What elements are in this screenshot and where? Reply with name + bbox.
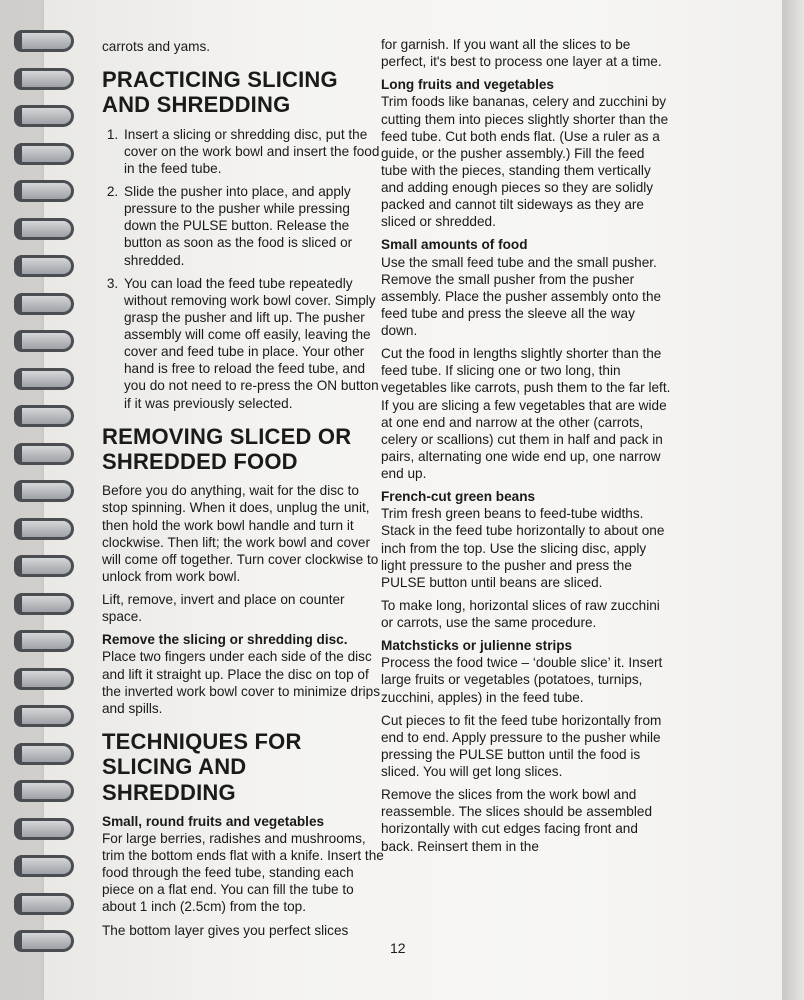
- binding-ring: [14, 893, 74, 915]
- step-item: 3. You can load the feed tube repeatedly without removing work bowl cover. Simply grasp the pusher and lift up. The pusher assembly will come off easily, leaving the cover and feed tube in place. Your other hand is free to reload the feed tube, and you do not need to re-press the ON button if it was previously selected.: [122, 275, 384, 412]
- paragraph: Trim fresh green beans to feed-tube widths. Stack in the feed tube horizontally to about one inch from the top. Use the slicing disc, apply light pressure to the pusher and press the PULSE button until beans are sliced.: [381, 506, 665, 590]
- binding-ring: [14, 668, 74, 690]
- paragraph: To make long, horizontal slices of raw zucchini or carrots, use the same procedure.: [381, 597, 660, 630]
- binding-ring: [14, 930, 74, 952]
- binding-ring: [14, 705, 74, 727]
- paragraph: Cut the food in lengths slightly shorter than the feed tube. If slicing one or two long, thin vegetables like carrots, push them to the far left. If you are slicing a few vegetables that are wide at one end and narrow at the other (carrots, celery or scallions) cut them in half and pack in pairs, alternating one wide end up, one narrow end up.: [381, 346, 671, 481]
- binding-ring: [14, 593, 74, 615]
- binding-ring: [14, 105, 74, 127]
- binding-ring: [14, 743, 74, 765]
- binding-ring: [14, 30, 74, 52]
- binding-ring: [14, 218, 74, 240]
- subheading-small-round: Small, round fruits and vegetables: [102, 813, 325, 829]
- subheading-french-cut: French-cut green beans: [381, 489, 536, 505]
- binding-ring: [14, 443, 74, 465]
- steps-list: [102, 126, 384, 412]
- paragraph: Remove the slices from the work bowl and reassemble. The slices should be assembled horizontally with cut edges facing front and back. Reinsert them in the: [381, 787, 653, 854]
- binding-ring: [14, 855, 74, 877]
- heading-removing: REMOVING SLICED OR SHREDDED FOOD: [102, 423, 352, 475]
- left-column: [102, 38, 384, 945]
- subheading-long: Long fruits and vegetables: [381, 77, 554, 93]
- binding-ring: [14, 780, 74, 802]
- spiral-binding: [0, 30, 80, 990]
- subheading-matchsticks: Matchsticks or julienne strips: [381, 638, 573, 654]
- binding-ring: [14, 518, 74, 540]
- continued-text: carrots and yams.: [102, 39, 211, 54]
- paragraph: for garnish. If you want all the slices to be perfect, it's best to process one layer at a time.: [381, 37, 662, 70]
- paragraph: For large berries, radishes and mushrooms, trim the bottom ends flat with a knife. Insert the food through the feed tube, standing each piece on a flat end. You can fill the tube to about 1 inch (2.5cm) from the top.: [102, 830, 384, 915]
- paragraph: Before you do anything, wait for the disc to stop spinning. When it does, unplug the unit, then hold the work bowl handle and turn it clockwise. Then lift; the work bowl and cover will come off together. Turn cover clockwise to unlock from work bowl.: [102, 483, 379, 584]
- binding-ring: [14, 405, 74, 427]
- subheading-remove-disc: Remove the slicing or shredding disc.: [102, 632, 348, 648]
- paragraph: Trim foods like bananas, celery and zucchini by cutting them into pieces slightly shorter than the feed tube. Cut both ends flat. (Use a ruler as a guide, or the pusher assembly.) Fill the feed tube with the pieces, standing them vertically and adding enough pieces so they are solidly packed and cannot tilt sideways as they are sliced or shredded.: [381, 94, 669, 230]
- binding-ring: [14, 818, 74, 840]
- page-number: 12: [390, 940, 406, 956]
- binding-ring: [14, 293, 74, 315]
- binding-ring: [14, 555, 74, 577]
- binding-ring: [14, 180, 74, 202]
- paragraph: Lift, remove, invert and place on counter space.: [102, 592, 345, 625]
- binding-ring: [14, 330, 74, 352]
- binding-ring: [14, 143, 74, 165]
- page-stack-edge: [782, 0, 804, 1000]
- heading-techniques: TECHNIQUES FOR SLICING AND SHREDDING: [102, 728, 302, 805]
- subheading-small-amounts: Small amounts of food: [381, 237, 528, 253]
- paragraph: The bottom layer gives you perfect slices: [102, 922, 349, 938]
- binding-ring: [14, 480, 74, 502]
- binding-ring: [14, 255, 74, 277]
- right-column: [381, 36, 673, 861]
- binding-ring: [14, 368, 74, 390]
- step-item: 2. Slide the pusher into place, and apply pressure to the pusher while pressing down the PULSE button. Release the button as soon as the food is sliced or shredded.: [122, 183, 384, 269]
- binding-ring: [14, 630, 74, 652]
- binding-ring: [14, 68, 74, 90]
- paragraph: Cut pieces to fit the feed tube horizontally from end to end. Apply pressure to the pusher while pressing the PULSE button until the food is sliced. You will get long slices.: [381, 712, 662, 779]
- paragraph: Process the food twice – ‘double slice’ it. Insert large fruits or vegetables (potatoes, turnips, zucchini, apples) in the feed tube.: [381, 655, 663, 705]
- paragraph: Use the small feed tube and the small pusher. Remove the small pusher from the pusher assembly. Place the pusher assembly onto the feed tube and press the sleeve all the way down.: [381, 254, 662, 338]
- heading-practicing: PRACTICING SLICING AND SHREDDING: [102, 67, 338, 118]
- paragraph: Place two fingers under each side of the disc and lift it straight up. Place the disc on top of the inverted work bowl cover to minimize drips and spills.: [102, 649, 381, 716]
- step-item: 1. Insert a slicing or shredding disc, put the cover on the work bowl and insert the food in the feed tube.: [122, 126, 384, 177]
